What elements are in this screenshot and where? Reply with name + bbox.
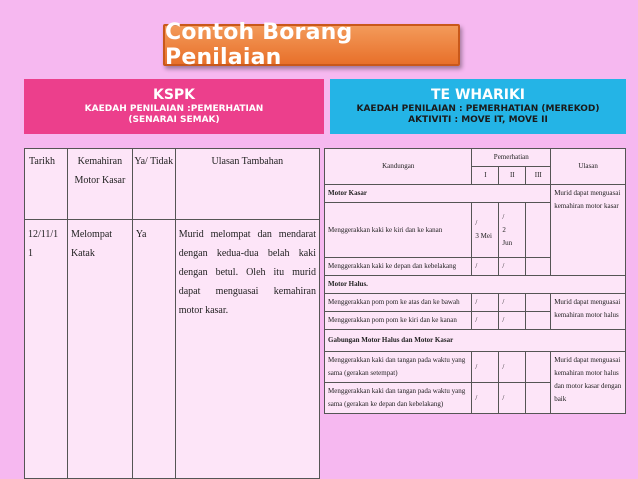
- tewhariki-method: KAEDAH PENILAIAN : PEMERHATIAN (MEREKOD): [356, 104, 600, 115]
- row-text: Menggerakkan kaki ke depan dan kebelakang: [325, 258, 472, 276]
- cell-ya-tidak: Ya: [132, 220, 175, 479]
- section-motor-halus: Motor Halus.: [325, 276, 626, 294]
- section-motor-kasar: Motor Kasar: [325, 185, 551, 203]
- header-ulasan: Ulasan: [551, 149, 626, 185]
- kspk-subtitle: (SENARAI SEMAK): [128, 114, 220, 125]
- header-ulasan: Ulasan Tambahan: [175, 149, 319, 220]
- row-text: Menggerakkan kaki dan tangan pada waktu yang sama (gerakan setempat): [325, 352, 472, 383]
- header-pemerhatian: Pemerhatian: [472, 149, 551, 167]
- header-obs-3: III: [526, 167, 551, 185]
- row-text: Menggerakkan pom pom ke kiri dan ke kanan: [325, 312, 472, 330]
- section-row: [325, 330, 626, 352]
- header-kandungan: Kandungan: [325, 149, 472, 185]
- header-kemahiran: Kemahiran Motor Kasar: [67, 149, 132, 220]
- kspk-checklist-table: [24, 148, 320, 479]
- cell-tarikh: 12/11/1 1: [25, 220, 68, 479]
- header-obs-1: I: [472, 167, 499, 185]
- header-ya-tidak: Ya/ Tidak: [132, 149, 175, 220]
- ulasan-motor-halus: Murid dapat menguasai kemahiran motor halus: [551, 294, 626, 330]
- table-header-row: [325, 149, 626, 167]
- page-title: Contoh Borang Penilaian: [165, 20, 353, 70]
- row-obs-1: /: [472, 312, 499, 330]
- row-obs-3: [526, 294, 551, 312]
- cell-kemahiran: Melompat Katak: [67, 220, 132, 479]
- header-tarikh: Tarikh: [25, 149, 68, 220]
- row-obs-1: /: [472, 294, 499, 312]
- row-obs-2: /: [499, 383, 526, 414]
- kspk-banner: [24, 79, 324, 134]
- row-obs-1: /: [472, 258, 499, 276]
- row-obs-2: / 2 Jun: [499, 203, 526, 258]
- row-obs-2: /: [499, 312, 526, 330]
- table-header-row: [25, 149, 320, 220]
- section-row: [325, 276, 626, 294]
- row-text: Menggerakkan kaki ke kiri dan ke kanan: [325, 203, 472, 258]
- tewhariki-heading: TE WHARIKI: [430, 87, 526, 104]
- tewhariki-record-table: [324, 148, 626, 414]
- row-obs-3: [526, 352, 551, 383]
- kspk-method: KAEDAH PENILAIAN :PEMERHATIAN: [84, 104, 264, 115]
- ulasan-motor-kasar: Murid dapat menguasai kemahiran motor kasar: [551, 185, 626, 276]
- row-obs-1: / 3 Mei: [472, 203, 499, 258]
- table-row: [325, 352, 626, 383]
- page-title-box: [163, 20, 460, 70]
- row-obs-3: [526, 312, 551, 330]
- kspk-heading: KSPK: [152, 87, 196, 104]
- row-obs-2: /: [499, 258, 526, 276]
- ulasan-gabungan: Murid dapat menguasai kemahiran motor halus dan motor kasar dengan baik: [551, 352, 626, 414]
- row-text: Menggerakkan pom pom ke atas dan ke bawah: [325, 294, 472, 312]
- row-text: Menggerakkan kaki dan tangan pada waktu yang sama (gerakan ke depan dan kebelakang): [325, 383, 472, 414]
- row-obs-3: [526, 258, 551, 276]
- row-obs-3: [526, 203, 551, 258]
- row-obs-1: /: [472, 383, 499, 414]
- row-obs-1: /: [472, 352, 499, 383]
- header-obs-2: II: [499, 167, 526, 185]
- section-gabungan: Gabungan Motor Halus dan Motor Kasar: [325, 330, 626, 352]
- table-row: [325, 294, 626, 312]
- row-obs-2: /: [499, 294, 526, 312]
- tewhariki-activity: AKTIVITI : MOVE IT, MOVE II: [408, 114, 548, 125]
- tewhariki-banner: [330, 79, 626, 134]
- row-obs-2: /: [499, 352, 526, 383]
- cell-ulasan: Murid melompat dan mendarat dengan kedua-dua belah kaki dengan betul. Oleh itu murid dapat menguasai kemahiran motor kasar.: [175, 220, 319, 479]
- row-obs-3: [526, 383, 551, 414]
- section-row: [325, 185, 626, 203]
- table-row: [25, 220, 320, 479]
